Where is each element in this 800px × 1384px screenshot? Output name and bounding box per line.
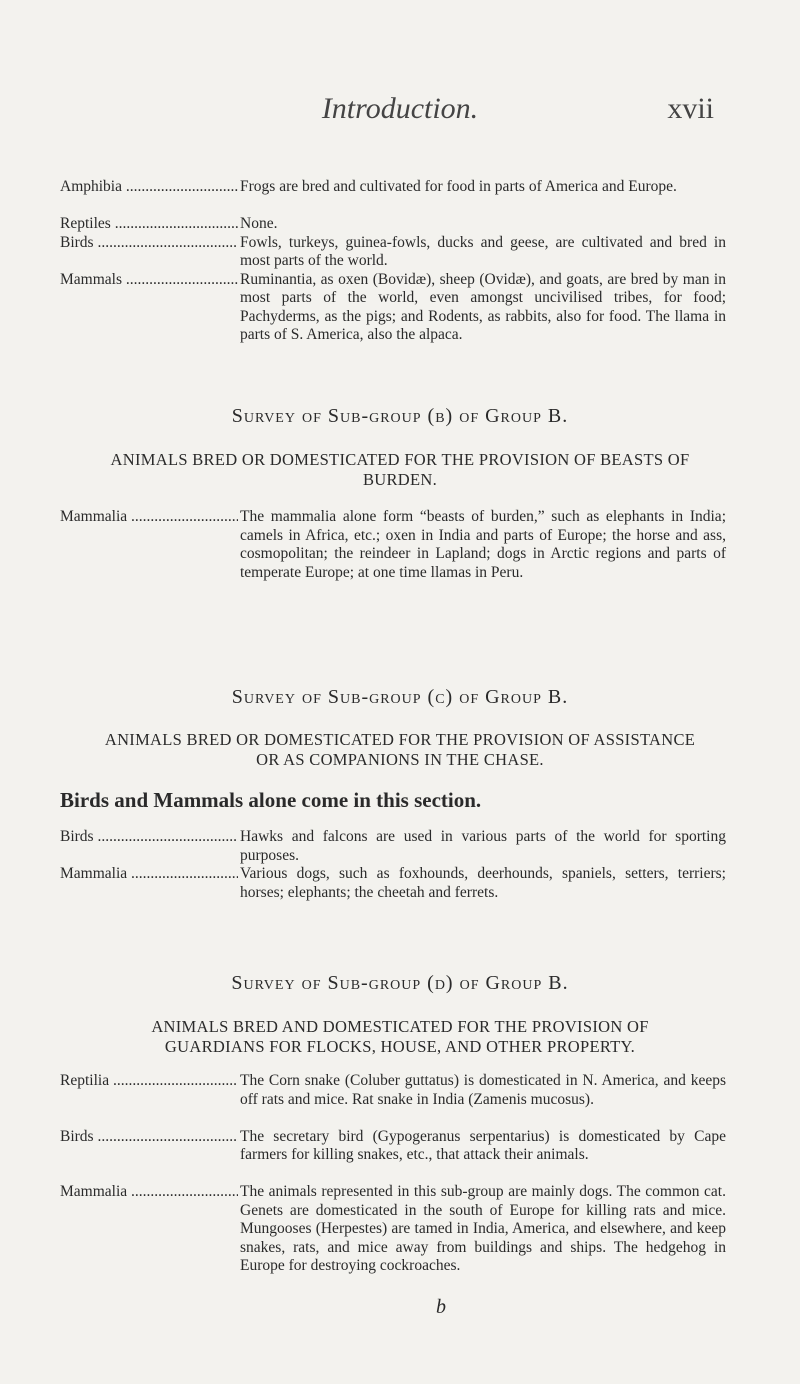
entry-description: The Corn snake (Coluber guttatus) is domesticated in N. America, and keeps off rats and mice. Rat snake in India (Zamenis mucosus). bbox=[240, 1072, 726, 1108]
survey-c-heading: Survey of Sub-group (c) of Group B. bbox=[231, 686, 569, 708]
entry-description: The animals represented in this sub-group are mainly dogs. The common cat. Genets are domesticated in the south of Europe for killing rats and mice. Mungooses (Herpestes) are tamed in India, America, and elsewhere, and keep snakes, rats, and mice away from buildings and ships. The hedgehog in Europe for destroying cockroaches. bbox=[240, 1183, 726, 1274]
group-a-entries bbox=[0, 178, 800, 345]
entry-mammalia bbox=[0, 508, 800, 582]
entry-description: Fowls, turkeys, guinea-fowls, ducks and geese, are cultivated and bred in most parts of the world. bbox=[240, 233, 726, 269]
survey-c-subheading: ANIMALS BRED OR DOMESTICATED FOR THE PROVISION OF ASSISTANCE OR AS COMPANIONS IN THE CHASE. bbox=[104, 730, 696, 769]
entry-term: Birds ..... bbox=[60, 1128, 238, 1147]
entry-birds bbox=[0, 1128, 800, 1184]
entry-term: Mammals ..... bbox=[60, 271, 238, 290]
entry-description: Various dogs, such as foxhounds, deerhounds, spaniels, setters, terriers; horses; elephants; the cheetah and ferrets. bbox=[240, 865, 726, 901]
entry-description: None. bbox=[240, 215, 278, 232]
entry-term: Birds ..... bbox=[60, 234, 238, 253]
entry-mammalia bbox=[0, 865, 800, 902]
entry-term: Birds ..... bbox=[60, 828, 238, 847]
entry-term: Mammalia ..... bbox=[60, 865, 238, 884]
entry-description: The secretary bird (Gypogeranus serpentarius) is domesticated by Cape farmers for killing snakes, etc., that attack their animals. bbox=[240, 1127, 726, 1163]
entry-term: Mammalia ..... bbox=[60, 508, 238, 527]
entry-description: The mammalia alone form “beasts of burden,” such as elephants in India; camels in Africa, etc.; oxen in India and parts of Europe; the horse and ass, cosmopolitan; the reindeer in Lapland; dogs in Arctic regions and parts of temperate Europe; at one time llamas in Peru. bbox=[240, 508, 726, 581]
survey-c-entries bbox=[0, 828, 800, 902]
entry-term: Amphibia ..... bbox=[60, 178, 238, 197]
entry-mammals bbox=[0, 271, 800, 345]
signature-mark: b bbox=[436, 1296, 446, 1318]
survey-b-subheading: ANIMALS BRED OR DOMESTICATED FOR THE PROVISION OF BEASTS OF BURDEN. bbox=[110, 450, 690, 489]
survey-b-heading: Survey of Sub-group (b) of Group B. bbox=[231, 405, 569, 427]
entry-amphibia bbox=[0, 178, 800, 215]
entry-term: Reptiles ..... bbox=[60, 215, 238, 234]
entry-term: Reptilia ..... bbox=[60, 1072, 238, 1091]
survey-d-heading: Survey of Sub-group (d) of Group B. bbox=[231, 972, 569, 994]
entry-description: Hawks and falcons are used in various parts of the world for sporting purposes. bbox=[240, 828, 726, 864]
survey-d-entries bbox=[0, 1072, 800, 1276]
running-title: Introduction. bbox=[321, 92, 479, 125]
page-number: xvii bbox=[667, 92, 714, 125]
entry-description: Ruminantia, as oxen (Bovidæ), sheep (Ovidæ), and goats, are bred by man in most parts of the world, even amongst uncivilised tribes, for food; Pachyderms, as the pigs; and Rodents, as rabbits, also for food. The llama in parts of S. America, also the alpaca. bbox=[240, 270, 726, 343]
entry-mammalia bbox=[0, 1183, 800, 1276]
entry-birds bbox=[0, 234, 800, 271]
entry-reptiles bbox=[0, 215, 800, 234]
entry-term: Mammalia ..... bbox=[60, 1183, 238, 1202]
survey-d-subheading: ANIMALS BRED AND DOMESTICATED FOR THE PROVISION OF GUARDIANS FOR FLOCKS, HOUSE, AND OTHER PROPERTY. bbox=[151, 1017, 649, 1056]
entry-reptilia bbox=[0, 1072, 800, 1128]
survey-b-entries bbox=[0, 508, 800, 582]
entry-birds bbox=[0, 828, 800, 865]
survey-c-note: Birds and Mammals alone come in this section. bbox=[60, 788, 482, 812]
page-header bbox=[0, 92, 800, 132]
entry-description: Frogs are bred and cultivated for food in parts of America and Europe. bbox=[240, 178, 677, 195]
